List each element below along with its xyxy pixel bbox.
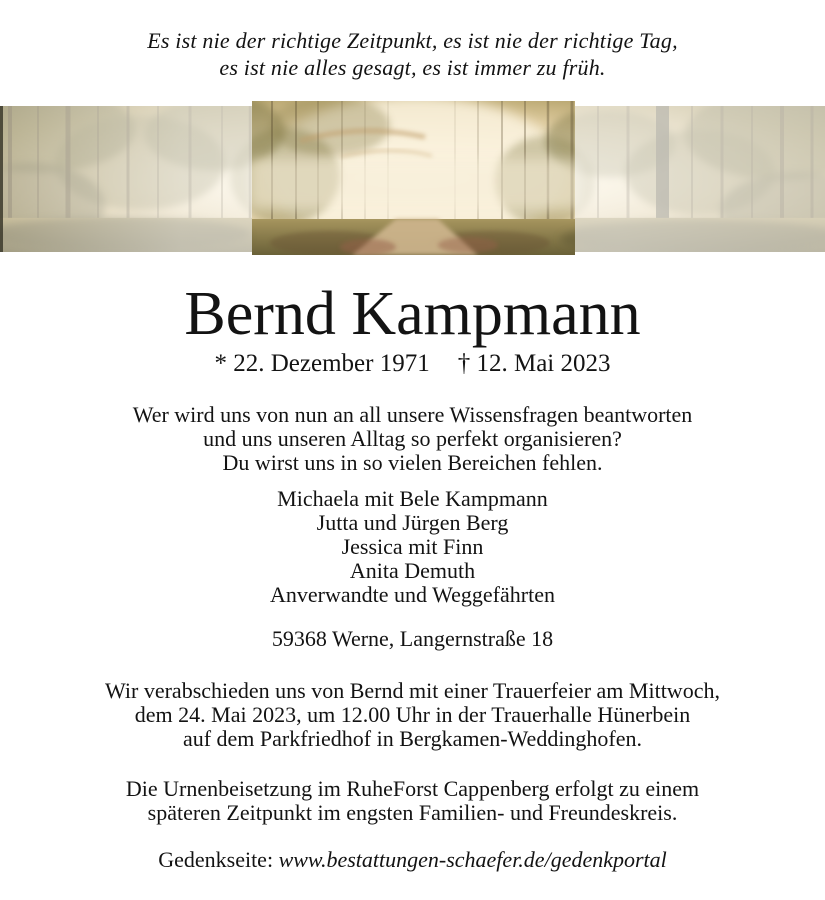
birth-date: * 22. Dezember 1971 (214, 350, 430, 377)
tribute-line-1: Wer wird uns von nun an all unsere Wissensfragen beantworten (132, 402, 693, 427)
tribute-line-2: und uns unseren Alltag so perfekt organisieren? (203, 426, 622, 451)
memorial-page-line (0, 848, 825, 872)
mourner-name: Jessica mit Finn (341, 534, 484, 559)
memorial-url: www.bestattungen-schaefer.de/gedenkportal (278, 847, 667, 872)
funeral-line-3: auf dem Parkfriedhof in Bergkamen-Weddinghofen. (182, 726, 643, 751)
burial-line-2: späteren Zeitpunkt im engsten Familien- und Freundeskreis. (147, 800, 678, 825)
epigraph-line-2: es ist nie alles gesagt, es ist immer zu früh. (219, 55, 606, 80)
deceased-name: Bernd Kampmann (184, 280, 641, 348)
tribute-line-3: Du wirst uns in so vielen Bereichen fehlen. (222, 450, 603, 475)
mourner-name: Michaela mit Bele Kampmann (277, 486, 548, 511)
mourners-list (0, 487, 825, 607)
forest-path-image (252, 101, 575, 255)
scan-edge-artifact (0, 106, 3, 252)
burial-info (0, 777, 825, 825)
funeral-line-2: dem 24. Mai 2023, um 12.00 Uhr in der Trauerhalle Hünerbein (134, 702, 691, 727)
epigraph (0, 0, 825, 81)
forest-path-photo-center-panel (252, 101, 575, 255)
death-date: † 12. Mai 2023 (457, 350, 611, 377)
tribute-text (0, 403, 825, 475)
funeral-info (0, 679, 825, 751)
memorial-photo-banner (0, 101, 825, 255)
mourner-name: Anita Demuth (349, 558, 476, 583)
epigraph-line-1: Es ist nie der richtige Zeitpunkt, es ist nie der richtige Tag, (147, 28, 678, 53)
address: 59368 Werne, Langernstraße 18 (271, 626, 554, 651)
mourner-name: Jutta und Jürgen Berg (316, 510, 509, 535)
burial-line-1: Die Urnenbeisetzung im RuheForst Cappenberg erfolgt zu einem (125, 776, 700, 801)
mourner-name: Anverwandte und Weggefährten (270, 582, 555, 607)
funeral-line-1: Wir verabschieden uns von Bernd mit einer Trauerfeier am Mittwoch, (105, 678, 720, 703)
life-dates (0, 350, 825, 377)
memorial-label: Gedenkseite: (158, 847, 274, 872)
